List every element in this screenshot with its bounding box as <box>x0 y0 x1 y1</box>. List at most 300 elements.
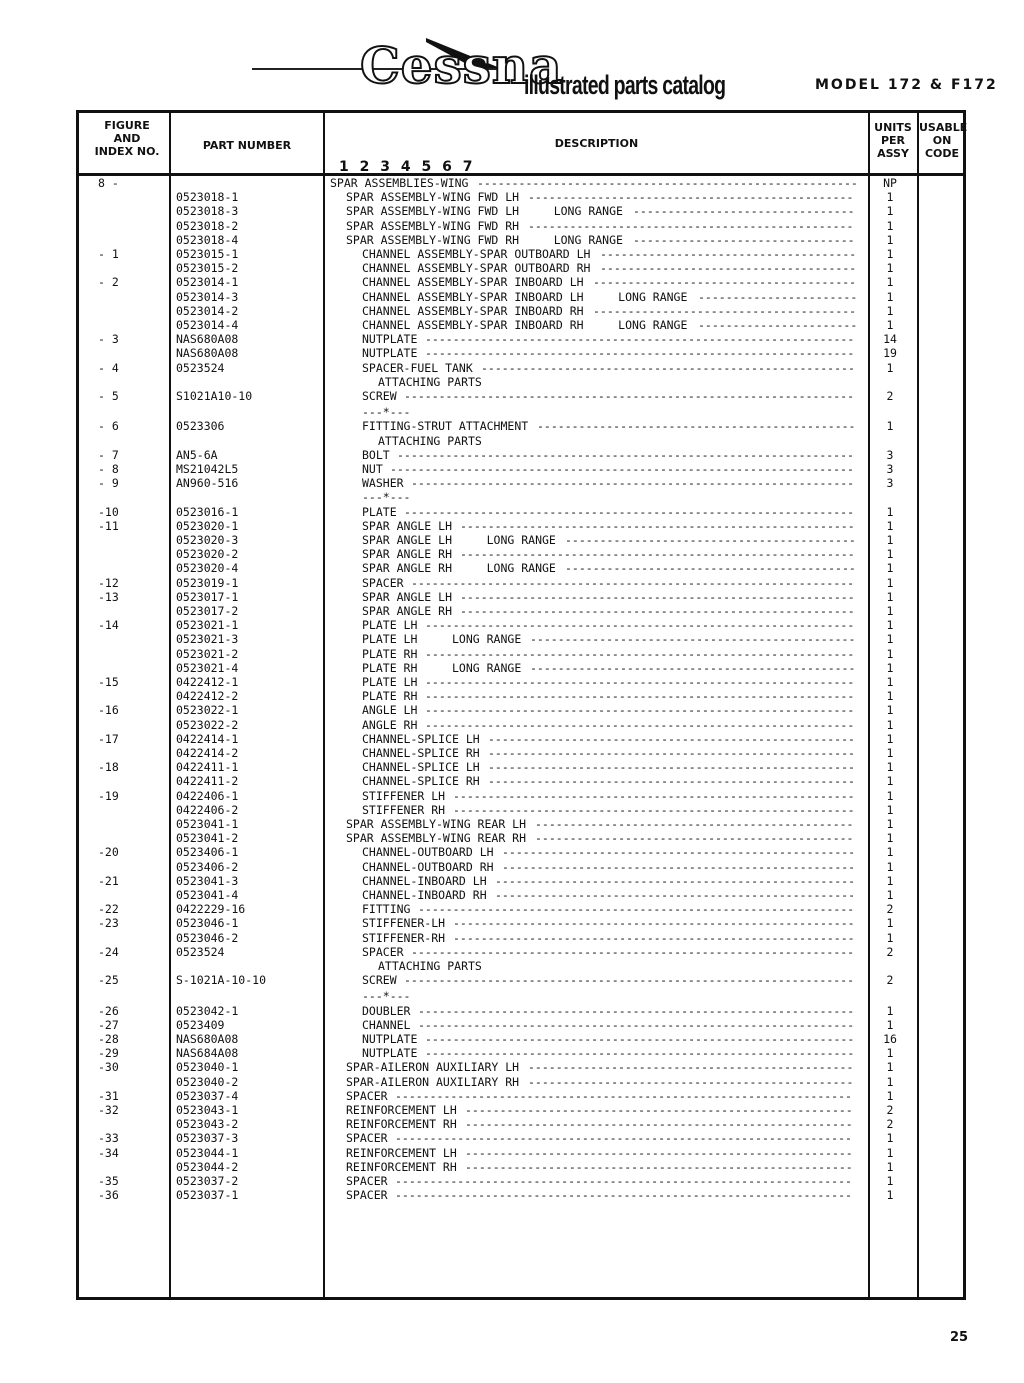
dash-leader: ------------------------------------------ <box>565 561 856 576</box>
part-description: NUTPLATE <box>362 1032 418 1046</box>
part-number: 0523022-1 <box>176 703 239 718</box>
units-per-assy: 1 <box>886 703 894 718</box>
part-number: 0523524 <box>176 944 225 959</box>
part-number: 0523037-1 <box>176 1188 239 1203</box>
part-description: REINFORCEMENT RH <box>346 1159 457 1174</box>
part-number: 0422406-1 <box>176 788 239 803</box>
part-number: 0523406-1 <box>176 845 239 860</box>
figure-index: -22 <box>98 902 119 917</box>
dash-leader: ----------------------- <box>698 289 858 304</box>
dash-leader: ------------------------------------------ <box>565 533 856 547</box>
dash-leader: ---------------------------------------------- <box>535 831 854 846</box>
units-per-assy: 1 <box>886 660 894 675</box>
part-number: 0523020-1 <box>176 518 239 533</box>
figure-index: -29 <box>98 1046 119 1061</box>
units-per-assy: 3 <box>886 476 894 491</box>
part-description: SPACER <box>346 1188 388 1203</box>
figure-index: -25 <box>98 973 119 988</box>
dash-leader: ----------------------------------------------- <box>528 1060 854 1075</box>
part-description: ---*--- <box>362 405 411 420</box>
units-per-assy: 1 <box>886 504 894 519</box>
units-per-assy: 1 <box>886 1088 894 1103</box>
dash-leader: ---------------------------------------------------------- <box>453 802 855 817</box>
part-description: PLATE LH <box>362 618 418 633</box>
figure-index-header: FIGURE AND INDEX NO. <box>94 119 160 158</box>
part-number: 0422411-1 <box>176 760 239 775</box>
figure-index: - 6 <box>98 419 119 434</box>
part-number: 0523043-1 <box>176 1103 239 1117</box>
part-description: PLATE <box>362 504 397 519</box>
part-description: SPAR ASSEMBLY-WING FWD LH LONG RANGE <box>346 204 623 219</box>
units-per-assy: 1 <box>886 916 894 931</box>
part-description: SPACER <box>362 944 404 959</box>
dash-leader: ----------------------------------------------- <box>528 190 854 205</box>
dash-leader: ------------------------------------------------------- <box>477 176 858 190</box>
units-per-assy-header: UNITS PER ASSY <box>874 121 912 160</box>
part-description: CHANNEL-SPLICE RH <box>362 746 480 760</box>
units-per-assy: 2 <box>886 1117 894 1132</box>
part-description: ANGLE RH <box>362 717 418 732</box>
units-per-assy: NP <box>883 176 897 190</box>
part-number: 0422414-2 <box>176 746 239 760</box>
part-number: 0523041-2 <box>176 831 239 846</box>
part-number: 0422229-16 <box>176 902 246 917</box>
dash-leader: --------------------------------------------------------- <box>460 547 855 562</box>
dash-leader: ------------------------------------- <box>600 261 857 276</box>
part-description: SPAR ASSEMBLY-WING FWD LH <box>346 190 520 205</box>
figure-index: - 1 <box>98 247 119 261</box>
part-description: NUTPLATE <box>362 346 418 361</box>
part-description: CHANNEL-SPLICE LH <box>362 760 480 775</box>
figure-index: -21 <box>98 873 119 888</box>
units-per-assy: 1 <box>886 930 894 945</box>
dash-leader: ----------------------------------------------------------------- <box>404 389 855 403</box>
units-per-assy: 1 <box>886 289 894 304</box>
part-number: 0523409 <box>176 1017 225 1032</box>
units-per-assy: 1 <box>886 275 894 290</box>
part-number: S-1021A-10-10 <box>176 973 267 988</box>
part-description: SPACER <box>362 575 404 590</box>
dash-leader: ---------------------------------------------------------------- <box>411 944 855 959</box>
part-number: NAS684A08 <box>176 1046 239 1061</box>
figure-index: -12 <box>98 575 119 590</box>
part-description: NUT <box>362 462 383 476</box>
part-number: 0523021-3 <box>176 632 239 647</box>
dash-leader: -------------------------------------------------------------- <box>425 703 855 718</box>
units-per-assy: 1 <box>886 561 894 576</box>
model-label: MODEL 172 & F172 <box>815 77 998 93</box>
figure-index: -36 <box>98 1188 119 1203</box>
units-per-assy: 1 <box>886 419 894 434</box>
units-per-assy: 1 <box>886 817 894 831</box>
dash-leader: -------------------------------- <box>633 204 855 219</box>
part-description: SPAR ASSEMBLY-WING REAR RH <box>346 831 527 846</box>
dash-leader: -------------------------------------------------------- <box>465 1159 853 1174</box>
dash-leader: ----------------------------------------------- <box>530 660 856 675</box>
dash-leader: ------------------------------------------------------------------ <box>395 1088 852 1103</box>
units-per-assy: 1 <box>886 632 894 647</box>
column-divider <box>169 113 171 1297</box>
part-description: DOUBLER <box>362 1003 411 1018</box>
part-description: SPAR-AILERON AUXILIARY RH <box>346 1074 520 1089</box>
figure-index: -15 <box>98 675 119 689</box>
part-number: 0523014-1 <box>176 275 239 290</box>
part-number: 0523015-2 <box>176 261 239 276</box>
units-per-assy: 2 <box>886 973 894 988</box>
units-per-assy: 1 <box>886 717 894 732</box>
part-number: 0523021-4 <box>176 660 239 675</box>
part-description: NUTPLATE <box>362 1046 418 1061</box>
units-per-assy: 1 <box>886 689 894 704</box>
units-per-assy: 1 <box>886 589 894 604</box>
units-per-assy: 1 <box>886 1131 894 1146</box>
dash-leader: -------------------------------------------------------------- <box>425 346 855 361</box>
part-description: SPAR ANGLE RH <box>362 547 453 562</box>
dash-leader: ------------------------------------------------------------------ <box>395 1188 852 1203</box>
dash-leader: ----------------------------------------------------- <box>488 760 855 775</box>
figure-index: - 7 <box>98 447 119 462</box>
catalog-title: illustrated parts catalog <box>524 70 726 100</box>
dash-leader: ---------------------------------------------------- <box>495 873 856 888</box>
part-number: NAS680A08 <box>176 332 239 347</box>
units-per-assy: 16 <box>883 1032 897 1046</box>
dash-leader: ----------------------------------------------------- <box>488 746 855 760</box>
units-per-assy: 1 <box>886 760 894 775</box>
units-per-assy: 3 <box>886 447 894 462</box>
part-number: 0523044-1 <box>176 1145 239 1160</box>
part-number: 0523040-2 <box>176 1074 239 1089</box>
dash-leader: ----------------------------------------------------- <box>488 731 855 746</box>
part-number: 0523021-1 <box>176 618 239 633</box>
part-description: STIFFENER RH <box>362 802 446 817</box>
part-description: FITTING-STRUT ATTACHMENT <box>362 419 529 434</box>
part-description: CHANNEL-OUTBOARD RH <box>362 859 494 874</box>
units-per-assy: 1 <box>886 888 894 902</box>
part-number: 0523014-4 <box>176 318 239 332</box>
indent-levels-header: 1 2 3 4 5 6 7 <box>339 159 476 175</box>
dash-leader: ----------------------------------------------- <box>528 218 854 233</box>
dash-leader: ------------------------------------------------------------------- <box>390 462 854 476</box>
units-per-assy: 2 <box>886 1103 894 1117</box>
part-description: SPACER <box>346 1131 388 1146</box>
part-description: REINFORCEMENT LH <box>346 1103 457 1117</box>
part-number: 0523017-2 <box>176 604 239 618</box>
part-number: 0422406-2 <box>176 802 239 817</box>
part-number: 0523021-2 <box>176 646 239 661</box>
part-description: SPAR ASSEMBLY-WING FWD RH LONG RANGE <box>346 232 623 247</box>
dash-leader: ----------------------------------------------- <box>530 632 856 647</box>
units-per-assy: 1 <box>886 232 894 247</box>
part-description: CHANNEL ASSEMBLY-SPAR INBOARD LH LONG RANGE <box>362 289 688 304</box>
part-description: SCREW <box>362 973 397 988</box>
part-description: CHANNEL <box>362 1017 411 1032</box>
part-number: 0422412-1 <box>176 675 239 689</box>
units-per-assy: 1 <box>886 1003 894 1018</box>
figure-index: -16 <box>98 703 119 718</box>
part-description: BOLT <box>362 447 390 462</box>
part-number: 0422412-2 <box>176 689 239 704</box>
figure-index: -32 <box>98 1103 119 1117</box>
dash-leader: ----------------------- <box>698 318 858 332</box>
part-number: 0523015-1 <box>176 247 239 261</box>
part-description: PLATE RH <box>362 689 418 704</box>
dash-leader: -------------------------------------------------------- <box>465 1145 853 1160</box>
part-number: 0422411-2 <box>176 774 239 789</box>
part-description: CHANNEL-INBOARD RH <box>362 888 487 902</box>
part-description: PLATE LH <box>362 675 418 689</box>
units-per-assy: 1 <box>886 788 894 803</box>
units-per-assy: 1 <box>886 845 894 860</box>
units-per-assy: 1 <box>886 618 894 633</box>
part-number: 0523044-2 <box>176 1159 239 1174</box>
dash-leader: ------------------------------------------------------------------ <box>397 447 854 462</box>
units-per-assy: 1 <box>886 746 894 760</box>
dash-leader: -------------------------------------------------------------- <box>425 1046 855 1061</box>
units-per-assy: 1 <box>886 204 894 219</box>
figure-index: - 2 <box>98 275 119 290</box>
units-per-assy: 1 <box>886 575 894 590</box>
dash-leader: ----------------------------------------------------- <box>488 774 855 789</box>
part-description: SPACER <box>346 1174 388 1188</box>
part-number: 0523020-4 <box>176 561 239 576</box>
dash-leader: --------------------------------------------------------- <box>460 604 855 618</box>
figure-index: -31 <box>98 1088 119 1103</box>
figure-index: -23 <box>98 916 119 931</box>
figure-index: - 8 <box>98 462 119 476</box>
part-description: STIFFENER LH <box>362 788 446 803</box>
dash-leader: ---------------------------------------------------------------- <box>411 575 855 590</box>
part-description: STIFFENER-RH <box>362 930 446 945</box>
dash-leader: -------------------------------------------------------------- <box>425 618 855 633</box>
dash-leader: ---------------------------------------------------------------- <box>411 476 855 491</box>
dash-leader: ---------------------------------------------------------- <box>453 788 855 803</box>
dash-leader: --------------------------------------------------- <box>502 845 856 860</box>
part-description: CHANNEL-SPLICE RH <box>362 774 480 789</box>
units-per-assy: 1 <box>886 859 894 874</box>
part-description: SPAR ANGLE LH <box>362 518 453 533</box>
page-number: 25 <box>950 1330 969 1345</box>
units-per-assy: 1 <box>886 547 894 562</box>
dash-leader: --------------------------------------------------------- <box>460 589 855 604</box>
units-per-assy: 1 <box>886 261 894 276</box>
dash-leader: -------------------------------------------------------------- <box>425 1032 855 1046</box>
dash-leader: --------------------------------------------------------------- <box>418 902 855 917</box>
part-description: ATTACHING PARTS <box>378 959 482 973</box>
part-description: SPAR ANGLE LH <box>362 589 453 604</box>
dash-leader: ---------------------------------------------- <box>537 419 856 434</box>
part-number: 0523524 <box>176 360 225 375</box>
units-per-assy: 1 <box>886 1174 894 1188</box>
part-description: REINFORCEMENT LH <box>346 1145 457 1160</box>
part-description: SCREW <box>362 389 397 403</box>
part-number: 0523020-3 <box>176 533 239 547</box>
part-description: CHANNEL-INBOARD LH <box>362 873 487 888</box>
units-per-assy: 2 <box>886 902 894 917</box>
part-number: MS21042L5 <box>176 462 239 476</box>
part-number: AN960-516 <box>176 476 239 491</box>
figure-index: -27 <box>98 1017 119 1032</box>
part-description: PLATE LH LONG RANGE <box>362 632 522 647</box>
part-number: 0523020-2 <box>176 547 239 562</box>
part-number: 0523037-3 <box>176 1131 239 1146</box>
part-description: SPAR ASSEMBLY-WING FWD RH <box>346 218 520 233</box>
dash-leader: -------------------------------------------------------------- <box>425 332 855 347</box>
part-description: ---*--- <box>362 989 411 1004</box>
figure-index: - 3 <box>98 332 119 347</box>
part-number: NAS680A08 <box>176 346 239 361</box>
units-per-assy: 14 <box>883 332 897 347</box>
part-description: CHANNEL-SPLICE LH <box>362 731 480 746</box>
part-number: 0422414-1 <box>176 731 239 746</box>
units-per-assy: 1 <box>886 190 894 205</box>
figure-index: -34 <box>98 1145 119 1160</box>
units-per-assy: 1 <box>886 518 894 533</box>
units-per-assy: 1 <box>886 1188 894 1203</box>
units-per-assy: 1 <box>886 604 894 618</box>
figure-index: -18 <box>98 760 119 775</box>
part-description: REINFORCEMENT RH <box>346 1117 457 1132</box>
part-description: CHANNEL ASSEMBLY-SPAR INBOARD RH <box>362 303 584 318</box>
part-description: CHANNEL ASSEMBLY-SPAR OUTBOARD RH <box>362 261 591 276</box>
dash-leader: ----------------------------------------------------------------- <box>404 504 855 519</box>
units-per-assy: 3 <box>886 462 894 476</box>
part-description: SPAR ANGLE RH LONG RANGE <box>362 561 556 576</box>
units-per-assy: 1 <box>886 675 894 689</box>
dash-leader: -------------------------------- <box>633 232 855 247</box>
part-number: AN5-6A <box>176 447 218 462</box>
part-description: CHANNEL ASSEMBLY-SPAR OUTBOARD LH <box>362 247 591 261</box>
units-per-assy: 1 <box>886 1074 894 1089</box>
units-per-assy: 1 <box>886 1159 894 1174</box>
figure-index: -26 <box>98 1003 119 1018</box>
dash-leader: ------------------------------------------------------------------ <box>395 1174 852 1188</box>
dash-leader: -------------------------------------------------------------- <box>425 717 855 732</box>
figure-index: 8 - <box>98 176 119 190</box>
part-number: 0523018-2 <box>176 218 239 233</box>
units-per-assy: 1 <box>886 873 894 888</box>
units-per-assy: 1 <box>886 646 894 661</box>
figure-index: -24 <box>98 944 119 959</box>
figure-index: -10 <box>98 504 119 519</box>
part-description: SPACER <box>346 1088 388 1103</box>
dash-leader: -------------------------------------- <box>593 303 857 318</box>
figure-index: - 5 <box>98 389 119 403</box>
figure-index: -13 <box>98 589 119 604</box>
part-description: STIFFENER-LH <box>362 916 446 931</box>
part-description: ATTACHING PARTS <box>378 374 482 389</box>
part-description: CHANNEL ASSEMBLY-SPAR INBOARD LH <box>362 275 584 290</box>
units-per-assy: 1 <box>886 218 894 233</box>
dash-leader: ---------------------------------------------------------- <box>453 930 855 945</box>
units-per-assy: 1 <box>886 731 894 746</box>
part-number: S1021A10-10 <box>176 389 253 403</box>
usable-on-code-header: USABLE ON CODE <box>919 121 968 160</box>
units-per-assy: 1 <box>886 318 894 332</box>
units-per-assy: 1 <box>886 303 894 318</box>
part-number: 0523019-1 <box>176 575 239 590</box>
part-number: 0523018-3 <box>176 204 239 219</box>
units-per-assy: 1 <box>886 802 894 817</box>
part-number: 0523018-1 <box>176 190 239 205</box>
part-description: SPAR ASSEMBLIES-WING <box>330 176 469 190</box>
figure-index: -17 <box>98 731 119 746</box>
part-description: SPACER-FUEL TANK <box>362 360 473 375</box>
part-description: NUTPLATE <box>362 332 418 347</box>
part-number: 0523014-2 <box>176 303 239 318</box>
dash-leader: ---------------------------------------------------------- <box>453 916 855 931</box>
figure-index: -20 <box>98 845 119 860</box>
units-per-assy: 1 <box>886 360 894 375</box>
figure-index: -35 <box>98 1174 119 1188</box>
dash-leader: ------------------------------------------------------------------ <box>395 1131 852 1146</box>
part-number: 0523041-4 <box>176 888 239 902</box>
units-per-assy: 19 <box>883 346 897 361</box>
dash-leader: ---------------------------------------------------- <box>495 888 856 902</box>
dash-leader: ----------------------------------------------- <box>528 1074 854 1089</box>
part-number: 0523043-2 <box>176 1117 239 1132</box>
part-number: 0523041-1 <box>176 817 239 831</box>
units-per-assy: 1 <box>886 1145 894 1160</box>
part-number: 0523016-1 <box>176 504 239 519</box>
dash-leader: -------------------------------------------------------- <box>465 1117 853 1132</box>
figure-index: -28 <box>98 1032 119 1046</box>
part-number: 0523017-1 <box>176 589 239 604</box>
dash-leader: -------------------------------------------------------------- <box>425 689 855 704</box>
part-number: 0523041-3 <box>176 873 239 888</box>
units-per-assy: 1 <box>886 1046 894 1061</box>
part-number-header: PART NUMBER <box>202 139 292 152</box>
part-description: SPAR ANGLE RH <box>362 604 453 618</box>
part-description: SPAR ANGLE LH LONG RANGE <box>362 533 556 547</box>
dash-leader: ----------------------------------------------------------------- <box>404 973 855 988</box>
part-number: 0523018-4 <box>176 232 239 247</box>
dash-leader: --------------------------------------------------------------- <box>418 1017 855 1032</box>
figure-index: -33 <box>98 1131 119 1146</box>
dash-leader: --------------------------------------------------- <box>502 859 856 874</box>
dash-leader: -------------------------------------------------------------- <box>425 675 855 689</box>
part-number: 0523014-3 <box>176 289 239 304</box>
units-per-assy: 2 <box>886 389 894 403</box>
part-number: 0523406-2 <box>176 859 239 874</box>
brand-logo: Cessna <box>360 36 563 95</box>
figure-index: - 9 <box>98 476 119 491</box>
description-header: DESCRIPTION <box>554 137 639 150</box>
part-description: WASHER <box>362 476 404 491</box>
dash-leader: ------------------------------------- <box>600 247 857 261</box>
part-number: 0523046-1 <box>176 916 239 931</box>
figure-index: -11 <box>98 518 119 533</box>
units-per-assy: 1 <box>886 774 894 789</box>
units-per-assy: 1 <box>886 831 894 846</box>
dash-leader: ------------------------------------------------------ <box>481 360 855 375</box>
part-description: CHANNEL ASSEMBLY-SPAR INBOARD RH LONG RANGE <box>362 318 688 332</box>
part-number: 0523022-2 <box>176 717 239 732</box>
units-per-assy: 1 <box>886 1060 894 1075</box>
dash-leader: -------------------------------------------------------- <box>465 1103 853 1117</box>
part-description: ANGLE LH <box>362 703 418 718</box>
units-per-assy: 2 <box>886 944 894 959</box>
dash-leader: --------------------------------------------------------- <box>460 518 855 533</box>
units-per-assy: 1 <box>886 533 894 547</box>
figure-index: -14 <box>98 618 119 633</box>
part-description: PLATE RH LONG RANGE <box>362 660 522 675</box>
figure-index: - 4 <box>98 360 119 375</box>
dash-leader: -------------------------------------- <box>593 275 857 290</box>
dash-leader: ---------------------------------------------- <box>535 817 854 831</box>
dash-leader: -------------------------------------------------------------- <box>425 646 855 661</box>
part-number: 0523040-1 <box>176 1060 239 1075</box>
part-number: 0523037-2 <box>176 1174 239 1188</box>
